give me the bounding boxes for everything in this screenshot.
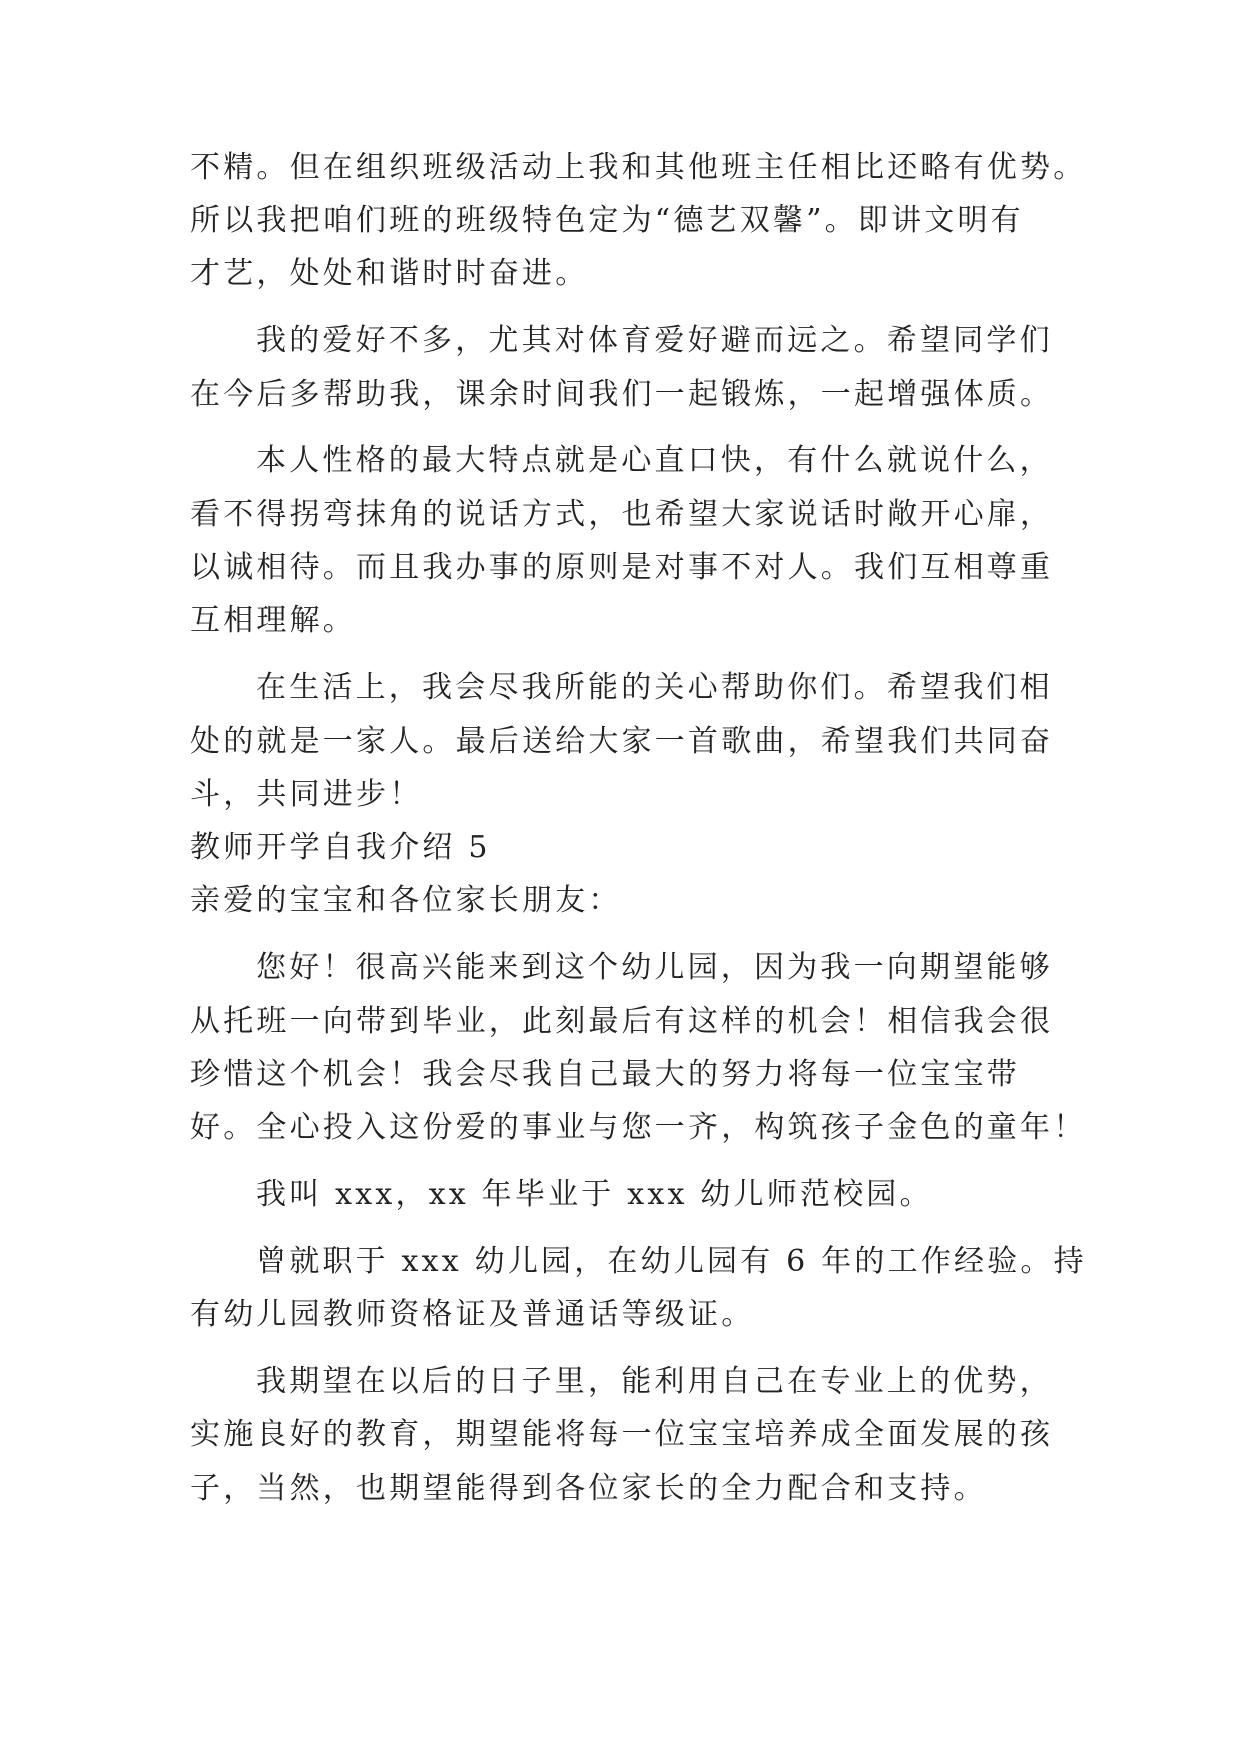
text-line: 我期望在以后的日子里，能利用自己在专业上的优势， [256,1364,1053,1399]
text-line: 看不得拐弯抹角的说话方式，也希望大家说话时敞开心扉， [190,497,1054,532]
text-line: 在生活上，我会尽我所能的关心帮助你们。希望我们相 [256,670,1053,705]
text-line: 从托班一向带到毕业，此刻最后有这样的机会！相信我会很 [190,1004,1054,1039]
text-line: 斗，共同进步！ [190,777,423,812]
text-line: 好。全心投入这份爱的事业与您一齐，构筑孩子金色的童年！ [190,1110,1087,1145]
text-line: 互相理解。 [190,603,356,638]
text-line: 本人性格的最大特点就是心直口快，有什么就说什么， [256,443,1053,478]
text-line: 实施良好的教育，期望能将每一位宝宝培养成全面发展的孩 [190,1417,1054,1452]
text-line: 珍惜这个机会！我会尽我自己最大的努力将每一位宝宝带 [190,1057,1020,1092]
text-line: 曾就职于 xxx 幼儿园，在幼儿园有 6 年的工作经验。持 [256,1244,1087,1279]
text-line: 有幼儿园教师资格证及普通话等级证。 [190,1297,755,1332]
text-line: 在今后多帮助我，课余时间我们一起锻炼，一起增强体质。 [190,377,1054,412]
text-line: 不精。但在组织班级活动上我和其他班主任相比还略有优势。 [190,150,1087,185]
salutation: 亲爱的宝宝和各位家长朋友： [190,883,622,918]
text-line: 才艺，处处和谐时时奋进。 [190,256,589,291]
text-line: 处的就是一家人。最后送给大家一首歌曲，希望我们共同奋 [190,724,1054,759]
text-line: 所以我把咱们班的班级特色定为“德艺双馨”。即讲文明有 [190,203,1024,238]
text-line: 我的爱好不多，尤其对体育爱好避而远之。希望同学们 [256,323,1053,358]
text-line: 您好！很高兴能来到这个幼儿园，因为我一向期望能够 [256,950,1053,985]
text-line: 我叫 xxx，xx 年毕业于 xxx 幼儿师范校园。 [256,1177,933,1212]
text-line: 子，当然，也期望能得到各位家长的全力配合和支持。 [190,1471,987,1506]
text-line: 以诚相待。而且我办事的原则是对事不对人。我们互相尊重 [190,550,1054,585]
section-heading: 教师开学自我介绍 5 [190,830,491,865]
